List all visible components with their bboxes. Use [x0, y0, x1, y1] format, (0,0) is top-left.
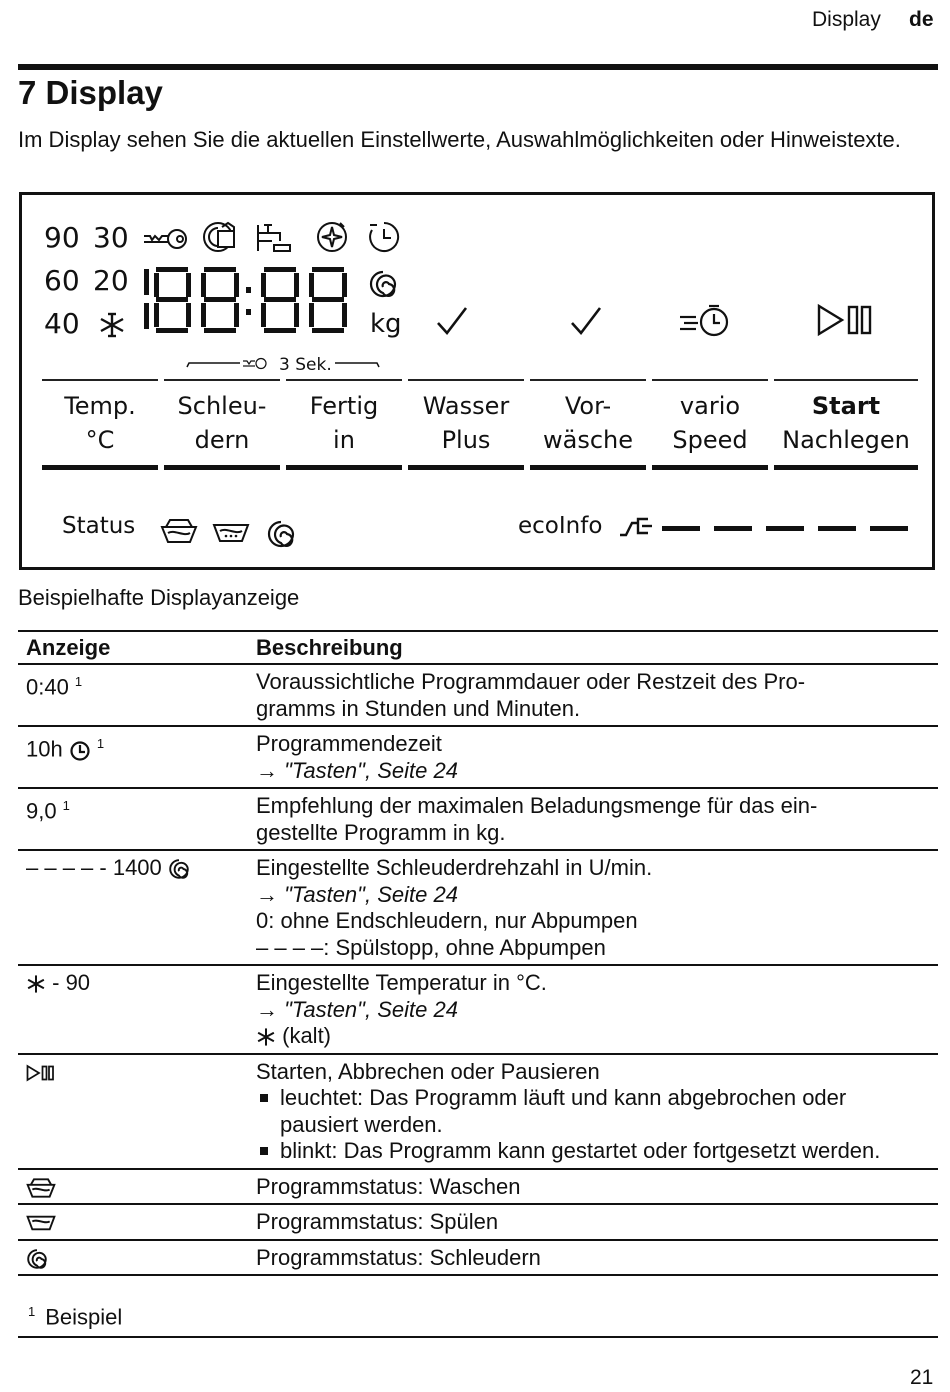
- list-item: [256, 1138, 930, 1165]
- bullet-marker: [260, 1094, 268, 1102]
- rinse-icon: [26, 1213, 56, 1233]
- button-bottom-bar: [530, 465, 646, 470]
- description-line: [256, 1023, 930, 1050]
- cross-reference-text: "Tasten", Seite 24: [284, 881, 458, 907]
- column-header-description: Beschreibung: [248, 631, 938, 664]
- start-pause-icon: [26, 1064, 56, 1082]
- list-item-text: leuchtet: Das Programm läuft und kann abgebrochen oder pausiert werden.: [280, 1085, 847, 1137]
- display-value: 10h: [26, 736, 63, 762]
- eco-info-label: ecoInfo: [518, 513, 603, 539]
- display-info-table: [18, 630, 938, 1276]
- column-header-display: Anzeige: [18, 631, 248, 664]
- spin-20: 20: [93, 264, 129, 297]
- clock-icon: [69, 740, 91, 762]
- button-finish-in-line2: in: [333, 426, 355, 454]
- snowflake-icon: [98, 311, 126, 339]
- button-top-line: [530, 379, 646, 381]
- button-top-line: [408, 379, 524, 381]
- cross-reference-link[interactable]: → "Tasten", Seite 24: [256, 996, 458, 1022]
- plug-icon: [618, 513, 656, 541]
- table-cell-display: [18, 1204, 248, 1240]
- status-label: Status: [62, 513, 136, 539]
- table-cell-description: [248, 1169, 938, 1205]
- button-spin: [164, 389, 280, 457]
- list-item-text: blinkt: Das Programm kann gestartet oder fortgesetzt werden.: [280, 1138, 881, 1163]
- key-icon: [142, 227, 188, 251]
- description-text: Programmstatus: Spülen: [256, 1209, 499, 1234]
- footnote-mark: 1: [28, 1304, 36, 1319]
- button-bottom-bar: [408, 465, 524, 470]
- running-header-section: Display: [812, 8, 881, 31]
- stain-icon: [198, 219, 240, 255]
- table-cell-description: [248, 1204, 938, 1240]
- temp-60: 60: [44, 264, 80, 297]
- description-text: Empfehlung der maximalen Beladungsmenge für das ein-: [256, 793, 818, 818]
- button-top-line: [164, 379, 280, 381]
- button-bottom-bar: [652, 465, 768, 470]
- spin-icon: [168, 858, 190, 880]
- start-pause-icon: [816, 303, 876, 337]
- button-prewash: [530, 389, 646, 457]
- kg-label: kg: [370, 309, 402, 339]
- table-header-row: [18, 631, 938, 664]
- list-item: [256, 1085, 930, 1138]
- temp-90: 90: [44, 221, 80, 254]
- table-row: [18, 850, 938, 965]
- cross-reference-text: "Tasten", Seite 24: [284, 996, 458, 1022]
- eco-level-bar: [766, 526, 804, 531]
- description-text: 0: ohne Endschleudern, nur Abpumpen: [256, 908, 638, 933]
- button-spin-line2: dern: [194, 426, 250, 454]
- table-cell-description: [248, 1240, 938, 1276]
- button-temp: [42, 389, 158, 457]
- button-top-line: [286, 379, 402, 381]
- table-cell-display: [18, 664, 248, 726]
- cross-reference-link[interactable]: → "Tasten", Seite 24: [256, 881, 458, 907]
- table-cell-description: [248, 1054, 938, 1169]
- table-cell-display: [18, 788, 248, 850]
- bullet-marker: [260, 1147, 268, 1155]
- button-finish-in: [286, 389, 402, 457]
- button-finish-in-line1: Fertig: [309, 392, 379, 420]
- button-bottom-bar: [286, 465, 402, 470]
- description-text: Programmstatus: Waschen: [256, 1173, 521, 1199]
- button-prewash-line1: Vor-: [564, 392, 612, 420]
- table-cell-description: [248, 788, 938, 850]
- button-spin-line1: Schleu-: [177, 392, 267, 420]
- button-bottom-bar: [774, 465, 918, 470]
- button-temp-line1: Temp.: [64, 392, 136, 420]
- table-cell-display: [18, 965, 248, 1054]
- cross-reference-link[interactable]: → "Tasten", Seite 24: [256, 757, 458, 783]
- button-water-plus: [408, 389, 524, 457]
- button-start-line2: Nachlegen: [782, 426, 910, 454]
- table-cell-display: [18, 726, 248, 788]
- footnote-ref: 1: [62, 798, 70, 813]
- button-top-line: [42, 379, 158, 381]
- table-row: [18, 1204, 938, 1240]
- lock-seconds-label: 3 Sek.: [279, 355, 332, 375]
- description-text: Eingestellte Temperatur in °C.: [256, 970, 547, 995]
- button-top-line: [652, 379, 768, 381]
- page-number: 21: [910, 1366, 934, 1389]
- button-start-line1: Start: [811, 392, 881, 420]
- section-title: 7 Display: [18, 74, 163, 111]
- table-cell-display: [18, 1169, 248, 1205]
- cross-reference-text: "Tasten", Seite 24: [284, 757, 458, 783]
- description-text: Programmstatus: Schleudern: [256, 1244, 541, 1270]
- intro-paragraph: Im Display sehen Sie die aktuellen Einstellwerte, Auswahlmöglichkeiten oder Hinweistexte.: [18, 127, 901, 152]
- snowflake-icon: [26, 974, 46, 994]
- table-row: [18, 1240, 938, 1276]
- check-icon: [434, 305, 470, 337]
- button-bottom-bar: [164, 465, 280, 470]
- table-row: [18, 1169, 938, 1205]
- running-header-language: de: [909, 8, 934, 31]
- spin-30: 30: [93, 221, 129, 254]
- table-row: [18, 664, 938, 726]
- description-text: (kalt): [282, 1023, 332, 1048]
- tap-icon: [254, 221, 294, 255]
- description-text: – – – –: Spülstopp, ohne Abpumpen: [256, 934, 606, 960]
- footnote-ref: 1: [96, 736, 105, 751]
- spin-icon: [368, 269, 398, 299]
- table-row: [18, 788, 938, 850]
- description-text: gramms in Stunden und Minuten.: [256, 695, 581, 721]
- spin-icon: [266, 519, 296, 549]
- spin-icon: [26, 1248, 48, 1270]
- rinse-icon: [212, 521, 250, 545]
- description-text: Starten, Abbrechen oder Pausieren: [256, 1058, 600, 1084]
- table-row: [18, 1054, 938, 1169]
- button-water-plus-line1: Wasser: [422, 392, 510, 420]
- eco-level-bar: [714, 526, 752, 531]
- description-text: gestellte Programm in kg.: [256, 819, 506, 845]
- display-panel-illustration: [19, 192, 935, 570]
- display-value: 9,0: [26, 798, 57, 824]
- button-bottom-bar: [42, 465, 158, 470]
- table-cell-display: [18, 850, 248, 965]
- check-icon: [568, 305, 604, 337]
- eco-level-bar: [662, 526, 700, 531]
- figure-caption: Beispielhafte Displayanzeige: [18, 585, 300, 610]
- table-row: [18, 726, 938, 788]
- eco-level-bar: [870, 526, 908, 531]
- temp-40: 40: [44, 307, 80, 340]
- wash-tub-icon: [160, 517, 198, 545]
- button-start-reload: [774, 389, 918, 457]
- button-water-plus-line2: Plus: [441, 426, 491, 454]
- wash-tub-icon: [26, 1177, 56, 1199]
- description-text: Voraussichtliche Programmdauer oder Restzeit des Pro-: [256, 669, 806, 694]
- snowflake-icon: [256, 1027, 276, 1047]
- table-row: [18, 965, 938, 1054]
- segment-digits: [142, 265, 358, 335]
- button-top-line: [774, 379, 918, 381]
- footnote-text: Beispiel: [45, 1304, 123, 1330]
- table-cell-display: [18, 1054, 248, 1169]
- footnote-ref: 1: [74, 674, 83, 689]
- button-vario-speed: [652, 389, 768, 457]
- button-vario-speed-line2: Speed: [672, 426, 748, 454]
- display-value: - 90: [52, 970, 91, 995]
- table-cell-description: [248, 664, 938, 726]
- table-cell-description: [248, 726, 938, 788]
- display-value: – – – – - 1400: [26, 855, 162, 880]
- speed-icon: [678, 303, 734, 337]
- button-temp-line2: °C: [85, 426, 115, 454]
- eco-level-bar: [818, 526, 856, 531]
- display-value: 0:40: [26, 674, 69, 700]
- footnote-rule: [18, 1336, 938, 1338]
- description-text: Programmendezeit: [256, 731, 442, 756]
- table-cell-description: [248, 965, 938, 1054]
- button-vario-speed-line1: vario: [679, 392, 741, 420]
- table-cell-display: [18, 1240, 248, 1276]
- button-prewash-line2: wäsche: [542, 426, 633, 454]
- timer-icon: [366, 219, 402, 255]
- table-cell-description: [248, 850, 938, 965]
- footnote: [18, 1304, 122, 1330]
- description-text: Eingestellte Schleuderdrehzahl in U/min.: [256, 855, 653, 880]
- header-rule: [18, 64, 938, 70]
- rinse-hold-icon: [314, 219, 350, 255]
